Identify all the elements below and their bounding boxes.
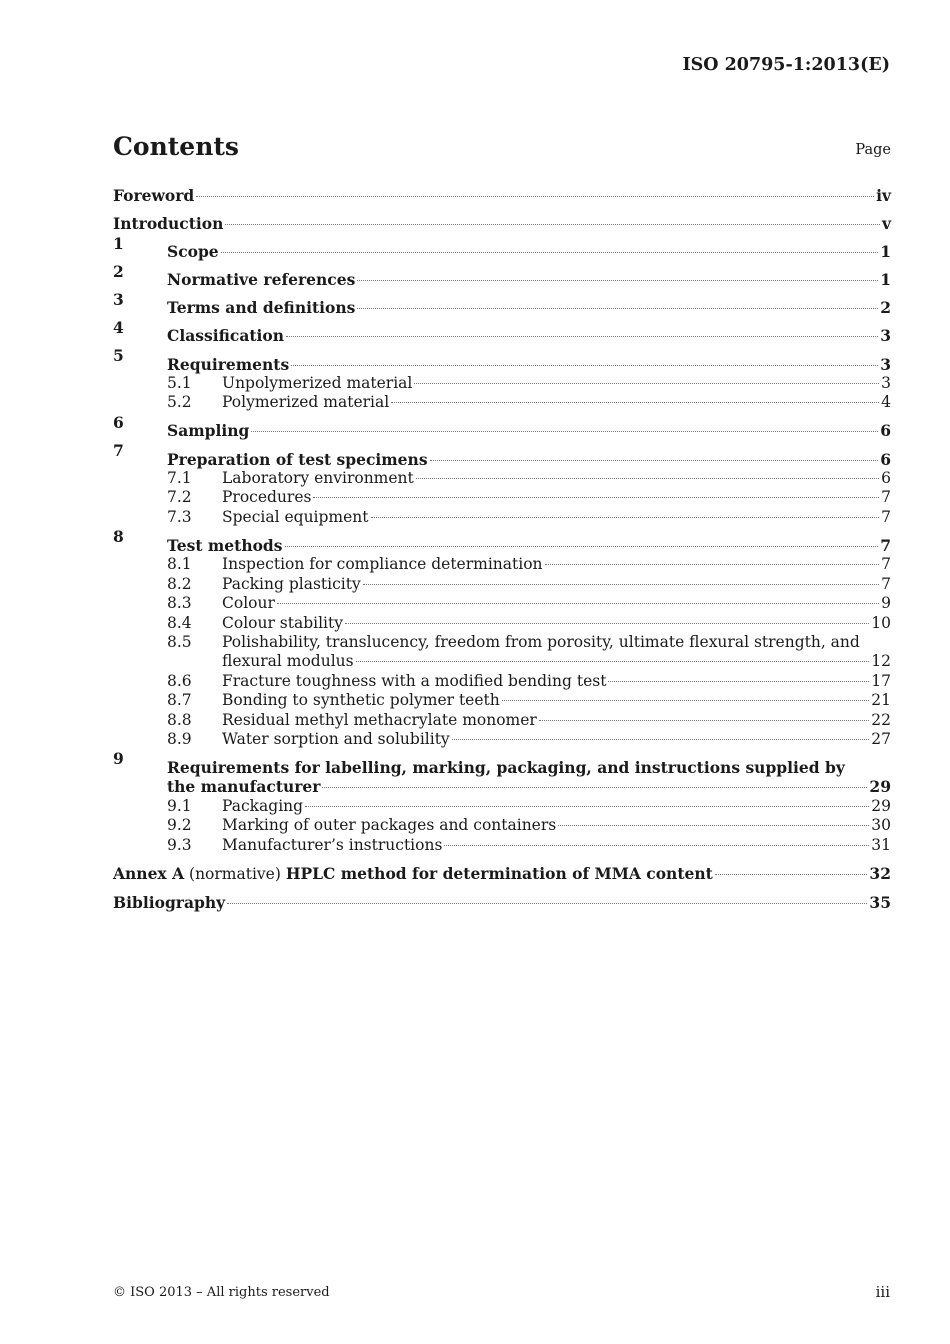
toc-subentry[interactable]	[113, 614, 891, 633]
toc-entry-title: Water sorption and solubility	[222, 729, 450, 748]
toc-entry-page: 1	[880, 270, 891, 290]
toc-entry-number: 8.6	[167, 671, 192, 690]
toc-entry-page: 3	[880, 354, 891, 374]
toc-entry-title: Bonding to synthetic polymer teeth	[222, 691, 500, 710]
copyright-notice: © ISO 2013 – All rights reserved	[113, 1285, 330, 1300]
toc-subentry[interactable]	[113, 672, 891, 691]
toc-subentry[interactable]	[113, 633, 891, 672]
toc-entry-page: 27	[871, 729, 891, 748]
toc-entry-number: 8.3	[167, 594, 192, 613]
toc-entry-title-line1: Requirements for labelling, marking, packaging, and instructions supplied by	[167, 758, 845, 778]
toc-entry-title: Packaging	[222, 796, 304, 815]
toc-entry-number: 7	[113, 440, 124, 460]
dot-leader	[277, 603, 879, 604]
dot-leader	[416, 478, 879, 479]
toc-entry-page: 7	[881, 507, 891, 526]
toc-entry-title: Procedures	[222, 488, 312, 507]
dot-leader	[225, 224, 880, 225]
contents-title: Contents	[113, 132, 240, 161]
dot-leader	[221, 252, 879, 253]
toc-entry[interactable]	[113, 527, 891, 555]
toc-entry-page: 32	[869, 863, 891, 883]
toc-entry-page: 17	[871, 671, 891, 690]
toc-entry-title: the manufacturer	[167, 777, 321, 797]
toc-entry-title: Laboratory environment	[222, 468, 414, 487]
toc-entry-page: 7	[880, 535, 891, 555]
dot-leader	[313, 497, 879, 498]
toc-entry-title: Colour stability	[222, 613, 344, 632]
dot-leader	[371, 517, 880, 518]
toc-entry-number: 8.5	[167, 632, 192, 651]
toc-entry[interactable]	[113, 262, 891, 290]
toc-entry-title: Foreword	[113, 186, 195, 205]
toc-entry-title: Packing plasticity	[222, 574, 361, 593]
toc-entry-number: 9.3	[167, 835, 192, 854]
dot-leader	[305, 806, 869, 807]
dot-leader	[363, 584, 879, 585]
toc-entry-page: 6	[880, 421, 891, 441]
toc-subentry[interactable]	[113, 797, 891, 816]
dot-leader	[539, 720, 869, 721]
toc-entry-title: Fracture toughness with a modified bending test	[222, 671, 607, 690]
toc-entry-page: 29	[869, 777, 891, 797]
toc-entry-title: Unpolymerized material	[222, 373, 413, 392]
toc-entry[interactable]	[113, 234, 891, 262]
toc-entry-number: 5.1	[167, 373, 192, 392]
dot-leader	[196, 196, 874, 197]
toc-entry-number: 4	[113, 317, 124, 337]
toc-entry-page: iv	[876, 186, 891, 205]
toc-entry-number: 5.2	[167, 393, 192, 412]
dot-leader	[715, 874, 868, 875]
toc-entry-page: 7	[881, 488, 891, 507]
dot-leader	[502, 700, 870, 701]
toc-subentry[interactable]	[113, 393, 891, 412]
toc-entry-title: Residual methyl methacrylate monomer	[222, 710, 537, 729]
dot-leader	[430, 460, 879, 461]
toc-entry-title: Terms and definitions	[167, 298, 356, 318]
toc-entry-number: 8.9	[167, 729, 192, 748]
dot-leader	[345, 623, 869, 624]
dot-leader	[444, 845, 869, 846]
toc-entry-title: Marking of outer packages and containers	[222, 816, 557, 835]
toc-entry[interactable]	[113, 413, 891, 441]
toc-entry-title: Manufacturer’s instructions	[222, 835, 443, 854]
toc-entry-number: 9.1	[167, 796, 192, 815]
toc-entry-page: v	[881, 214, 891, 234]
toc-entry-title: Polymerized material	[222, 393, 390, 412]
toc-entry-number: 8.2	[167, 574, 192, 593]
toc-entry-page: 4	[881, 393, 891, 412]
toc-entry[interactable]	[113, 884, 891, 912]
dot-leader	[391, 402, 879, 403]
toc-entry-number: 8.1	[167, 555, 192, 574]
toc-entry-page: 31	[871, 835, 891, 854]
toc-entry-title: Inspection for compliance determination	[222, 555, 543, 574]
toc-subentry[interactable]	[113, 594, 891, 613]
toc-entry[interactable]	[113, 441, 891, 469]
dot-leader	[357, 280, 878, 281]
toc-subentry[interactable]	[113, 711, 891, 730]
toc-entry-page: 7	[881, 574, 891, 593]
toc-entry-title: Normative references	[167, 270, 356, 290]
toc-entry-title: Test methods	[167, 535, 283, 555]
toc-entry-title: Scope	[167, 242, 219, 262]
toc-entry-number: 3	[113, 289, 124, 309]
toc-entry-page: 22	[871, 710, 891, 729]
toc-entry-page: 29	[871, 796, 891, 815]
dot-leader	[545, 564, 880, 565]
toc-entry-number: 1	[113, 233, 124, 253]
toc-subentry[interactable]	[113, 816, 891, 835]
toc-subentry[interactable]	[113, 488, 891, 507]
toc-subentry[interactable]	[113, 469, 891, 488]
toc-entry-number: 8.4	[167, 613, 192, 632]
toc-entry[interactable]	[113, 290, 891, 318]
toc-entry-title: HPLC method for determination of MMA content	[285, 863, 713, 883]
dot-leader	[291, 365, 878, 366]
toc-entry-number: 8	[113, 527, 124, 547]
toc-subentry[interactable]	[113, 555, 891, 574]
toc-entry-page: 21	[871, 691, 891, 710]
toc-entry-number: 8.8	[167, 710, 192, 729]
page-column-label: Page	[855, 142, 891, 158]
toc-subentry[interactable]	[113, 508, 891, 527]
toc-entry-page: 35	[869, 892, 891, 912]
dot-leader	[285, 546, 879, 547]
toc-entry-page: 7	[881, 555, 891, 574]
annex-type: (normative)	[184, 864, 286, 883]
toc-entry-number: 7.3	[167, 507, 192, 526]
toc-entry-title: Sampling	[167, 421, 250, 441]
toc-entry-page: 2	[880, 298, 891, 318]
contents-header	[113, 132, 891, 166]
toc-entry-title: Introduction	[113, 214, 224, 234]
toc-entry-page: 6	[881, 468, 891, 487]
table-of-contents	[113, 186, 891, 912]
toc-entry-page: 9	[881, 594, 891, 613]
toc-entry-title: Preparation of test specimens	[167, 449, 428, 469]
toc-entry-number: 9	[113, 749, 124, 769]
dot-leader	[414, 383, 879, 384]
toc-entry-title: Colour	[222, 594, 275, 613]
toc-entry-page: 10	[871, 613, 891, 632]
toc-entry[interactable]	[113, 205, 891, 233]
toc-entry-number: 9.2	[167, 816, 192, 835]
toc-subentry[interactable]	[113, 691, 891, 710]
dot-leader	[356, 661, 870, 662]
toc-entry[interactable]	[113, 855, 891, 884]
toc-subentry[interactable]	[113, 575, 891, 594]
dot-leader	[357, 308, 878, 309]
toc-entry-number: 7.2	[167, 488, 192, 507]
toc-entry-number: 5	[113, 345, 124, 365]
toc-entry-page: 6	[880, 449, 891, 469]
annex-label: Annex A	[113, 863, 185, 883]
toc-entry-page: 3	[881, 373, 891, 392]
dot-leader	[227, 903, 867, 904]
toc-subentry[interactable]	[113, 836, 891, 855]
toc-entry-title: Special equipment	[222, 507, 369, 526]
toc-entry[interactable]	[113, 186, 891, 205]
dot-leader	[251, 431, 878, 432]
toc-entry-page: 30	[871, 816, 891, 835]
toc-entry-title: Bibliography	[113, 892, 226, 912]
toc-entry-number: 2	[113, 261, 124, 281]
toc-entry-number: 6	[113, 412, 124, 432]
dot-leader	[322, 787, 867, 788]
toc-entry-number: 7.1	[167, 468, 192, 487]
toc-entry-title: Classification	[167, 326, 285, 346]
page-number: iii	[875, 1283, 890, 1301]
toc-entry[interactable]	[113, 318, 891, 346]
toc-subentry[interactable]	[113, 374, 891, 393]
toc-entry-page: 1	[880, 242, 891, 262]
toc-entry-page: 3	[880, 326, 891, 346]
dot-leader	[286, 336, 878, 337]
document-id: ISO 20795-1:2013(E)	[682, 55, 890, 75]
dot-leader	[608, 681, 869, 682]
toc-entry-number: 8.7	[167, 691, 192, 710]
toc-subentry[interactable]	[113, 730, 891, 749]
toc-entry-title-line1: Polishability, translucency, freedom from porosity, ultimate flexural strength, and	[222, 632, 860, 651]
toc-entry-page: 12	[871, 652, 891, 671]
toc-entry-title: flexural modulus	[222, 652, 354, 671]
toc-entry[interactable]	[113, 346, 891, 374]
dot-leader	[452, 739, 870, 740]
dot-leader	[558, 825, 869, 826]
toc-entry-title: Requirements	[167, 354, 290, 374]
toc-entry[interactable]	[113, 749, 891, 797]
